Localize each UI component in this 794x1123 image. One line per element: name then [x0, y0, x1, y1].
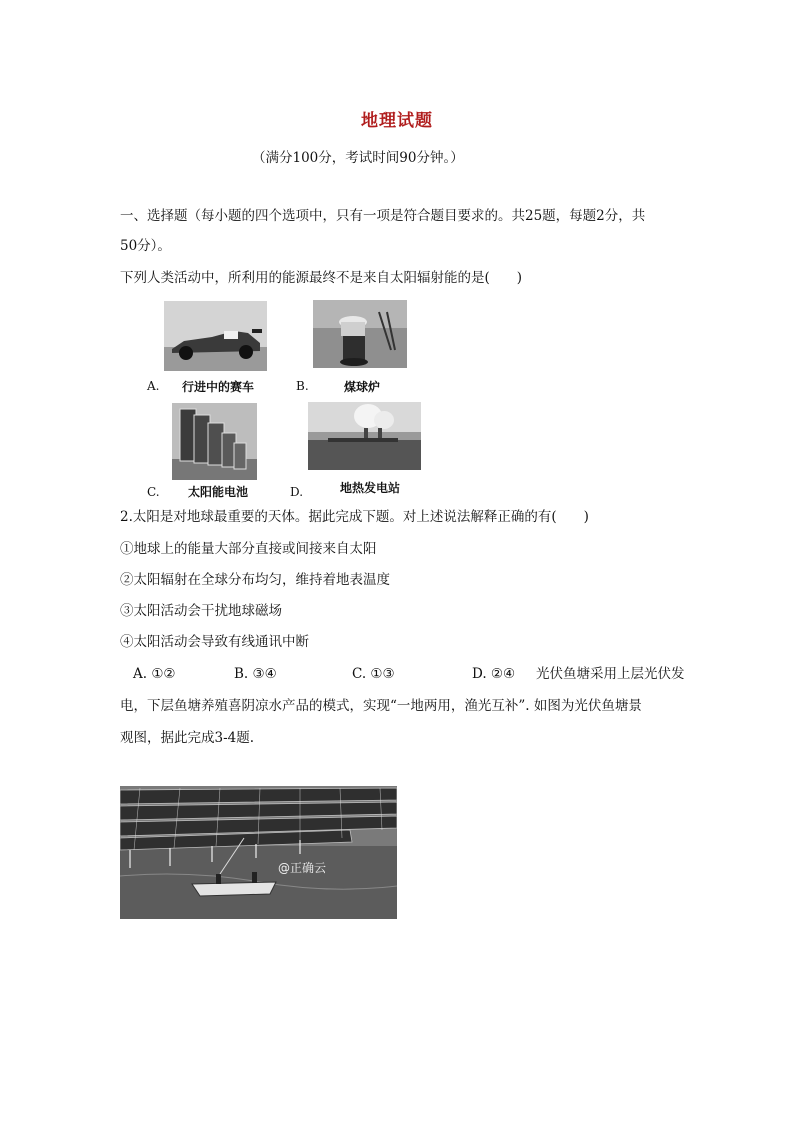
q2-statement-4: ④太阳活动会导致有线通讯中断 — [120, 634, 309, 650]
q2-option-c: C. ①③ — [352, 666, 395, 682]
q1-option-a-letter: A. — [147, 379, 160, 393]
exam-info: （满分100分，考试时间90分钟。） — [252, 150, 464, 166]
q1-stem: 下列人类活动中，所利用的能源最终不是来自太阳辐射能的是( ) — [120, 270, 523, 286]
q3-intro-line3: 观图，据此完成3-4题. — [120, 730, 255, 746]
section-instruction-line2: 50分）。 — [120, 238, 171, 254]
q2-statement-2: ②太阳辐射在全球分布均匀，维持着地表温度 — [120, 572, 390, 588]
q2-option-a: A. ①② — [133, 666, 176, 682]
image-watermark: @正确云 — [278, 861, 327, 875]
solar-cell-image — [172, 403, 257, 480]
coal-stove-image — [313, 300, 407, 368]
q2-stem: 2.太阳是对地球最重要的天体。据此完成下题。对上述说法解释正确的有( ) — [120, 509, 589, 525]
q1-option-d-letter: D. — [290, 485, 304, 499]
q2-option-d: D. ②④ — [472, 666, 516, 682]
q2-statement-3: ③太阳活动会干扰地球磁场 — [120, 603, 282, 619]
q1-option-d-caption: 地热发电站 — [340, 481, 401, 495]
q1-option-c-caption: 太阳能电池 — [188, 485, 249, 499]
race-car-image — [164, 301, 267, 371]
geothermal-plant-image — [308, 402, 421, 470]
page-title: 地理试题 — [361, 111, 433, 131]
q1-option-b-letter: B. — [296, 379, 309, 393]
q3-intro-line2: 电，下层鱼塘养殖喜阴凉水产品的模式，实现“一地两用，渔光互补”. 如图为光伏鱼塘景 — [120, 698, 642, 714]
q3-intro-line1: 光伏鱼塘采用上层光伏发 — [536, 666, 685, 682]
q2-statement-1: ①地球上的能量大部分直接或间接来自太阳 — [120, 541, 377, 557]
pv-fish-pond-image — [120, 786, 397, 919]
q2-option-b: B. ③④ — [234, 666, 277, 682]
q1-option-c-letter: C. — [147, 485, 160, 499]
section-instruction-line1: 一、选择题（每小题的四个选项中，只有一项是符合题目要求的。共25题，每题2分，共 — [120, 208, 646, 224]
q1-option-b-caption: 煤球炉 — [344, 380, 381, 394]
q1-option-a-caption: 行进中的赛车 — [182, 380, 255, 394]
